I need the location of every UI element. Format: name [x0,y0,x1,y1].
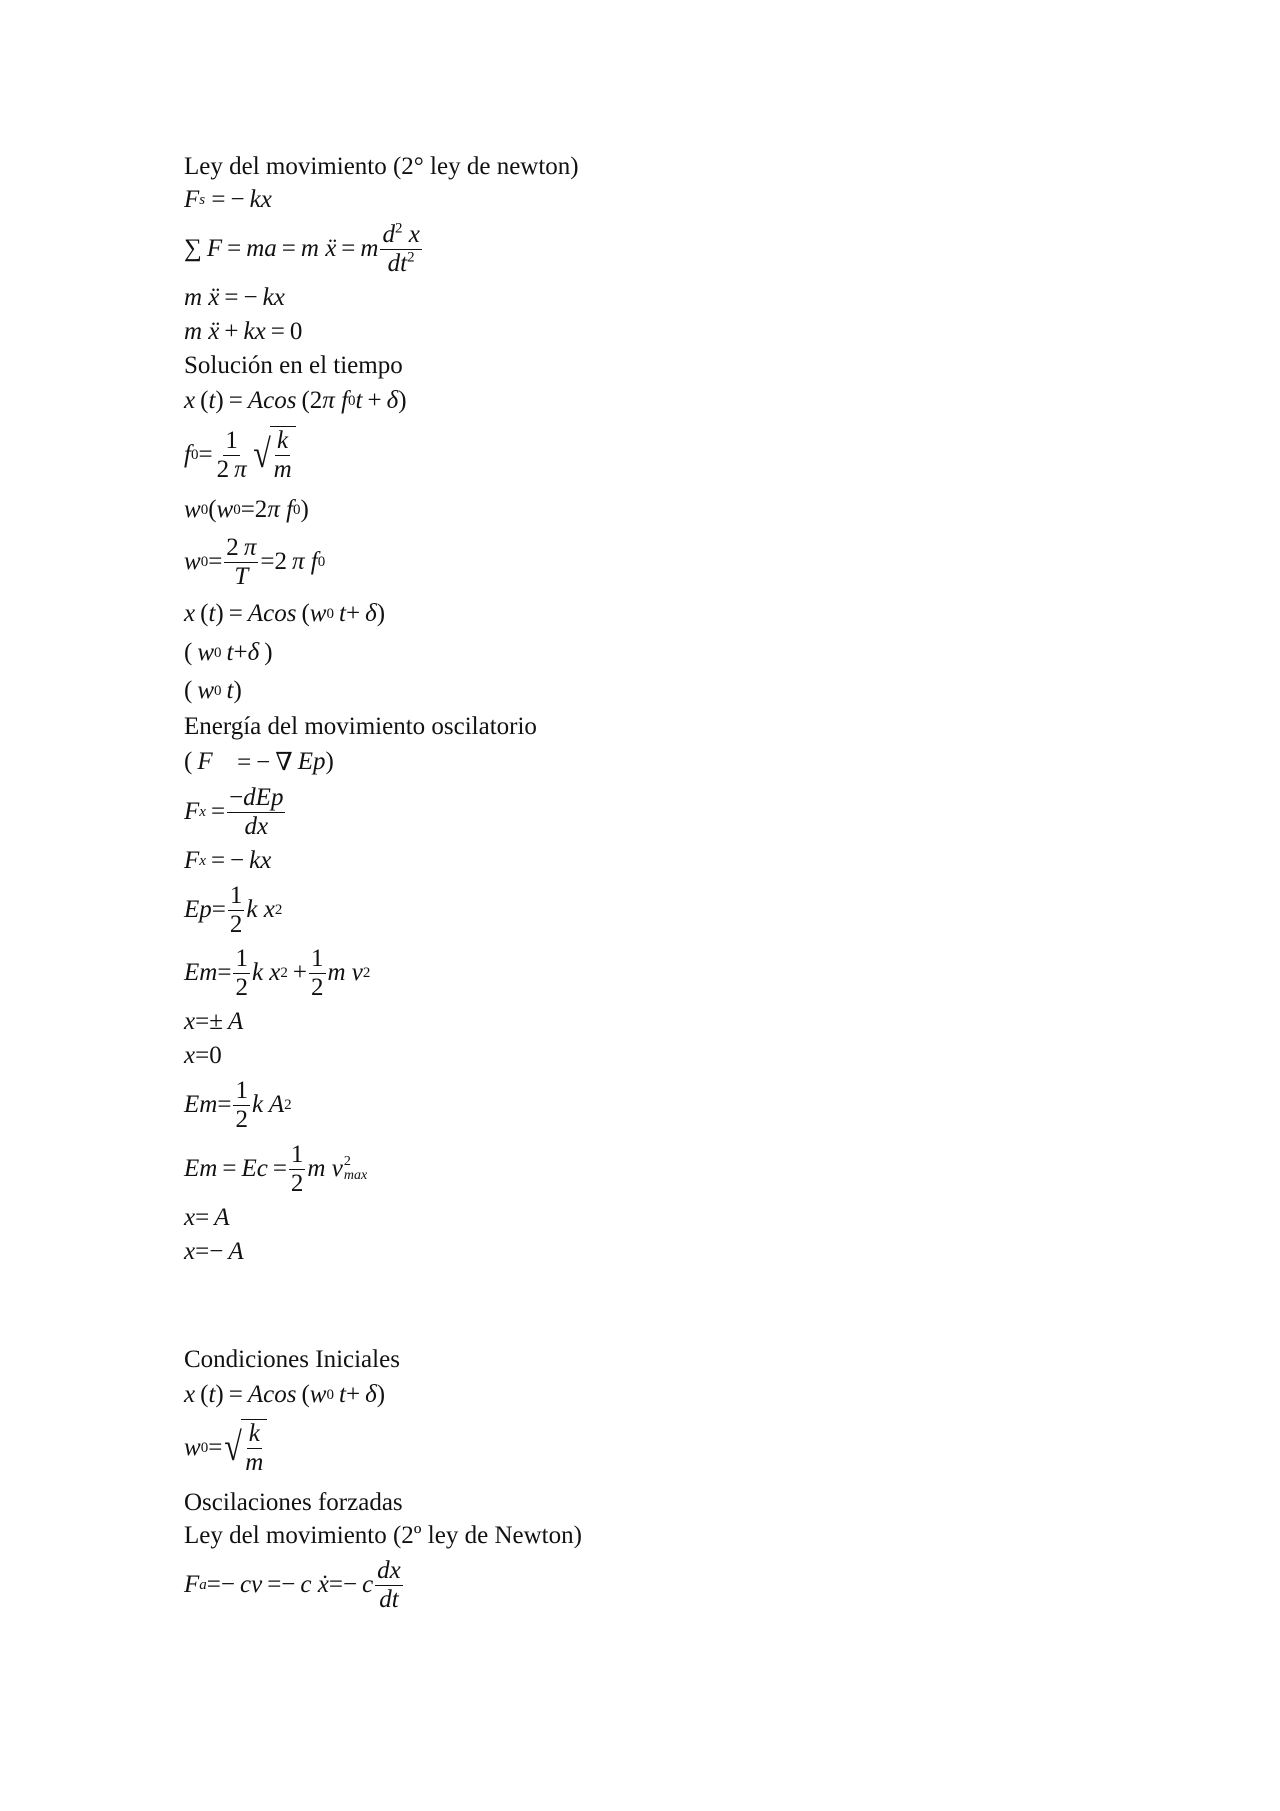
equation-force-derivative: F x = $\frac{\text{−dEp}}{dx}$ [184,783,284,840]
equation-angular-frequency-period: w 0 = $\frac{2 \pi}{T}$ =2 π f 0 [184,533,326,590]
section-heading-solucion-tiempo: Solución en el tiempo [184,352,403,379]
equation-angular-frequency-sqrt: w 0 = √ $\frac{k}{m}$ [184,1414,1184,1482]
section-heading-ley-movimiento: Ley del movimiento (2° ley de newton) [184,153,579,180]
equation-phase: ( w 0 t + δ ) [184,639,273,666]
equation-damping-force: F a =− cv =− c ẋ =− c $\frac{dx}{dt}$ [184,1556,401,1613]
equation-motion-1: m ẍ = − kx [184,284,285,311]
equation-x-negative-a: x =− A [184,1238,244,1265]
equation-angular-frequency-def: w 0 ( w 0 =2 π f 0 ) [184,496,309,523]
equation-force-hooke: F x = − kx [184,847,272,874]
equation-x-zero: x =0 [184,1042,222,1069]
blank-space [184,1269,1184,1343]
equation-motion-2: m ẍ + kx = 0 [184,318,303,345]
equation-mechanical-energy: Em = $\frac{1}{2}$ k x 2 + $\frac{1}{2}$ m v 2 [184,944,371,1001]
document-page [184,150,1184,1618]
equation-x-amplitude: x =± A [184,1008,244,1035]
equation-spring-force: F s = − kx [184,186,272,213]
section-heading-condiciones-iniciales: Condiciones Iniciales [184,1346,400,1373]
equation-newton-second-law: ∑ F = ma = m ẍ = m $\frac{d^2 x}{dt^2}$ [184,220,420,277]
equation-position-time-3: x ( t ) = Acos ( w 0 t + δ ) [184,1381,386,1408]
section-heading-energia: Energía del movimiento oscilatorio [184,713,537,740]
section-subheading-ley-newton: Ley del movimiento (2º ley de Newton) [184,1522,582,1549]
equation-x-positive-a: x = A [184,1204,230,1231]
equation-force-gradient: ( F⃗ = − ∇ Ep ) [184,748,334,776]
equation-potential-energy: Ep = $\frac{1}{2}$ k x 2 [184,881,283,938]
equation-energy-kinetic-max: Em = Ec = $\frac{1}{2}$ m v 2 max [184,1140,368,1197]
equation-phase-zero: ( w 0 t ) [184,677,242,704]
equation-natural-frequency: f 0 = $\frac{1}{2 \pi}$ √ $\frac{k}{m}$ [184,420,1184,490]
section-heading-oscilaciones-forzadas: Oscilaciones forzadas [184,1489,403,1516]
equation-position-time-2: x ( t ) = Acos ( w 0 t + δ ) [184,600,386,627]
equation-position-time-1: x ( t ) = Acos (2 π f 0 t + δ ) [184,387,407,414]
equation-energy-amplitude: Em = $\frac{1}{2}$ k A 2 [184,1076,292,1133]
